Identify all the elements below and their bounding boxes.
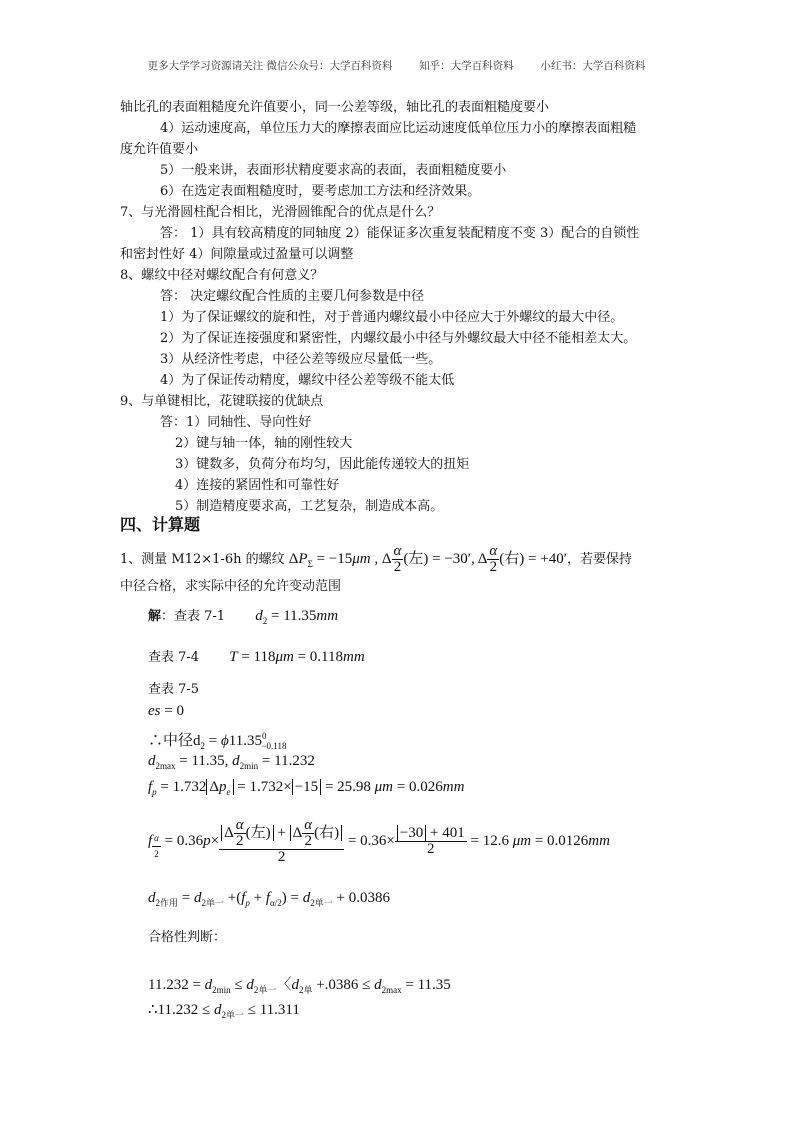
problem-line-1: 1、测量 M12×1-6h 的螺纹 $\Delta P_\Sigma = -15\mu m$ , Δ $\frac{\alpha}{2}$ (左) = −30′, Δ $\frac{\alpha}{2}$ (右) = +40′，若要保持 bbox=[120, 543, 632, 575]
solution-step-3: 查表 7-5 bbox=[148, 682, 200, 697]
question-8: 8、螺纹中径对螺纹配合有何意义？ bbox=[120, 268, 324, 283]
text-line: 轴比孔的表面粗糙度允许值要小，同一公差等级，轴比孔的表面粗糙度要小 bbox=[120, 100, 550, 115]
text-line: 4）运动速度高，单位压力大的摩擦表面应比运动速度低单位压力小的摩擦表面粗糙 bbox=[160, 121, 637, 136]
equation-es: es = 0 bbox=[148, 703, 184, 719]
section-title: 四、计算题 bbox=[120, 515, 201, 534]
text-line: 2）键与轴一体，轴的刚性较大 bbox=[175, 436, 353, 451]
text-line: 和密封性好 4）间隙量或过盈量可以调整 bbox=[120, 247, 354, 262]
text-line: 答： 1）具有较高精度的同轴度 2）能保证多次重复装配精度不变 3）配合的自锁性 bbox=[160, 226, 640, 241]
text-line: 1）为了保证螺纹的旋和性，对于普通内螺纹最小中径应大于外螺纹的最大中径。 bbox=[160, 310, 624, 325]
equation-result: ∴11.232 ≤ $d_{2单一} \le 11.311$ bbox=[148, 1002, 300, 1020]
problem-line-2: 中径合格，求实际中径的允许变动范围 bbox=[120, 579, 342, 594]
solution-step-1: 解：查表 7-1 $d_2 = 11.35mm$ bbox=[148, 608, 339, 626]
equation-d2-effective: $d_{2作用} = d_{2单一} +(f_p + f_{\alpha/2}) = d_{2单一} + 0.0386$ bbox=[148, 890, 390, 908]
text-line: 6）在选定表面粗糙度时，要考虑加工方法和经济效果。 bbox=[160, 184, 481, 199]
text-line: 3）从经济性考虑，中径公差等级应尽量低一些。 bbox=[160, 352, 442, 367]
text-line: 5）一般来讲，表面形状精度要求高的表面，表面粗糙度要小 bbox=[160, 163, 507, 178]
text-line: 5）制造精度要求高，工艺复杂，制造成本高。 bbox=[175, 499, 444, 514]
equation-f-alpha: f $_{\frac{\alpha}{2}}$ = 0.36p× Δ $\frac{\alpha}{2}$ (左) + Δ $\frac{\alpha}{2}$ (右) 2 = 0.36× $\frac{-30 + 401}{2}$ = 12.6 μm = 0.0126mm bbox=[148, 817, 610, 865]
equation-d2-limits: $d_{2max} = 11.35$, $d_{2min} = 11.232$ bbox=[148, 753, 315, 771]
text-line: 2）为了保证连接强度和紧密性，内螺纹最小中径与外螺纹最大中径不能相差太大。 bbox=[160, 331, 637, 346]
question-9: 9、与单键相比，花键联接的优缺点 bbox=[120, 394, 324, 409]
text-line: 4）为了保证传动精度，螺纹中径公差等级不能太低 bbox=[160, 373, 455, 388]
solution-step-2: 查表 7-4 T = 118μm = 0.118mm bbox=[148, 649, 365, 665]
text-line: 4）连接的紧固性和可靠性好 bbox=[175, 478, 340, 493]
judge-label: 合格性判断： bbox=[148, 930, 227, 945]
equation-fp: $f_p = 1.732$ $\Delta p_e = 1.732\times -15 = 25.98$ μm = 0.026mm bbox=[148, 779, 465, 797]
equation-judge: $11.232 = d_{2min} \le d_{2单一}$〈$d_{2单} +.0386 \le d_{2max} = 11.35$ bbox=[148, 977, 451, 995]
text-line: 度允许值要小 bbox=[120, 142, 199, 157]
question-7: 7、与光滑圆柱配合相比，光滑圆锥配合的优点是什么？ bbox=[120, 205, 441, 220]
page-header: 更多大学学习资源请关注 微信公众号：大学百科资料 知乎：大学百科资料 小红书：大学百科资料 bbox=[147, 60, 646, 72]
text-line: 答：1）同轴性、导向性好 bbox=[160, 415, 312, 430]
text-line: 3）键数多，负荷分布均匀，因此能传递较大的扭矩 bbox=[175, 457, 470, 472]
text-line: 答： 决定螺纹配合性质的主要几何参数是中径 bbox=[160, 289, 425, 304]
equation-d2: ∴中径$d_2 = \phi 11.35^0_{-0.118}$ bbox=[148, 731, 287, 751]
